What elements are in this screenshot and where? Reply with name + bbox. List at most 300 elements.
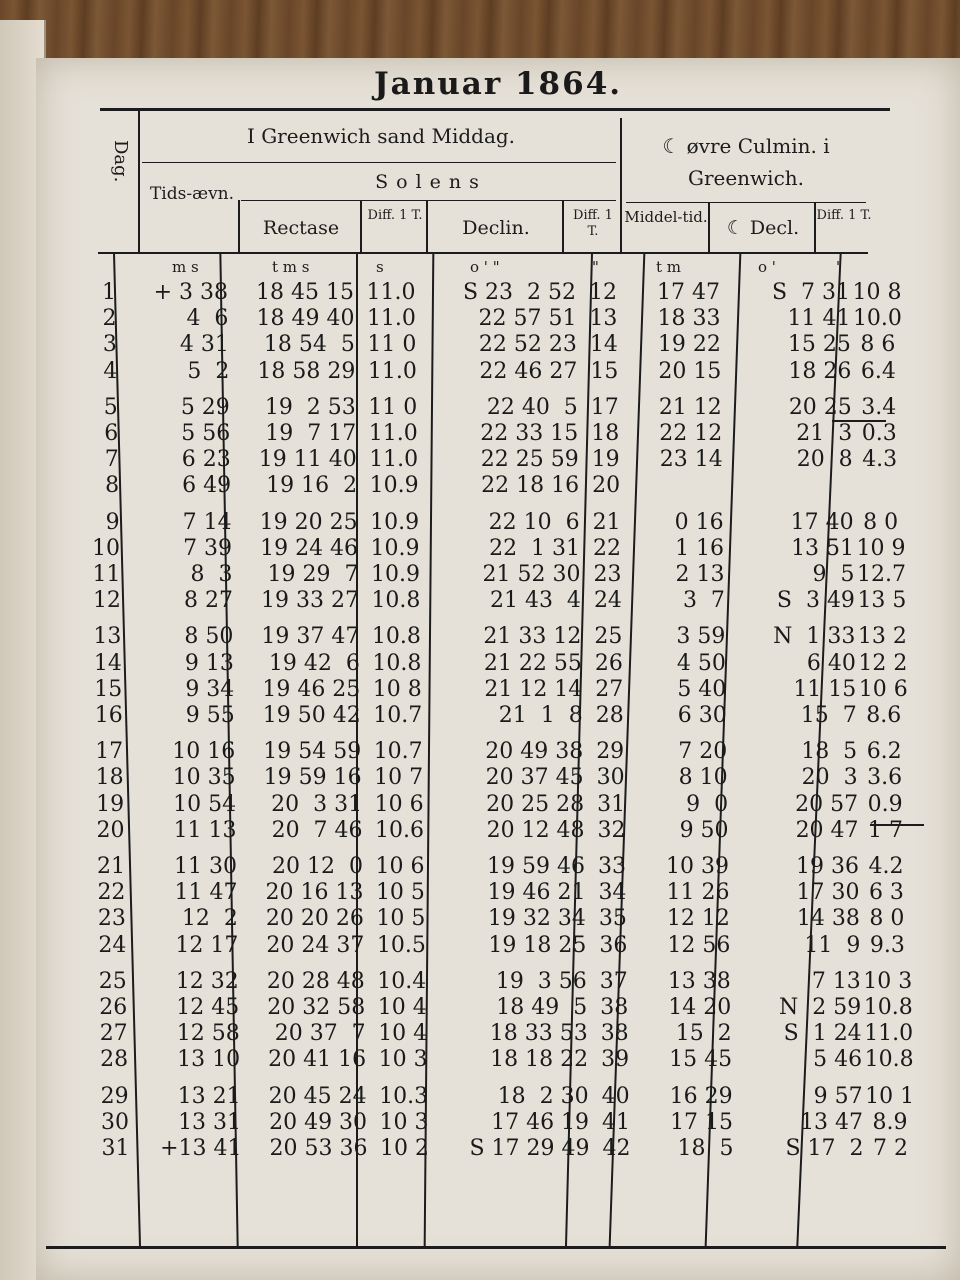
cell-moon-decl: 11 9 [804,932,861,958]
cell-rectase: 20 3 31 [271,791,363,817]
cell-middeltid: 1 16 [675,535,725,561]
unit-rect: t m s [272,258,310,276]
cell-middeltid: 2 13 [675,562,725,587]
cell-day: 20 [96,817,125,843]
cell-diff2: 20 [592,473,621,499]
cell-day: 18 [95,765,124,791]
cell-middeltid: 3 7 [682,588,725,614]
cell-moon-decl: 13 51 [791,535,855,561]
cell-diff2: 18 [591,421,620,446]
cell-day: 1 [102,280,116,305]
cell-declin: 18 49 5 [496,995,588,1020]
unit-mdecl: o ' [758,258,776,276]
header-day: Dag. [110,140,131,183]
cell-moon-decl: 20 57 [795,791,859,817]
cell-moon-decl: S 7 31 [771,280,850,305]
cell-rectase: 20 7 46 [271,817,363,843]
cell-declin: 22 40 5 [486,394,578,420]
cell-diff1: 10 6 [374,791,424,817]
cell-diff2: 22 [593,535,622,561]
table-bottom-rule [46,1246,946,1249]
cell-middeltid: 9 0 [686,791,729,817]
cell-diff3: 1 7 [868,817,904,843]
cell-declin: 22 52 23 [478,332,577,358]
col-line-moon-h [620,118,622,253]
cell-rectase: 20 20 26 [265,906,364,932]
header-declin: Declin. [462,217,530,239]
cell-day: 4 [103,358,118,384]
cell-declin: 21 33 12 [483,624,582,650]
cell-tidsevn: 5 29 [180,394,230,420]
cell-diff3: 8 0 [869,906,905,932]
cell-declin: 22 57 51 [478,306,577,332]
cell-declin: 21 22 55 [483,650,582,676]
cell-day: 19 [96,791,125,817]
cell-tidsevn: 8 50 [184,624,234,650]
cell-rectase: 19 46 25 [262,676,361,702]
cell-diff1: 10.8 [371,588,421,614]
cell-tidsevn: 7 14 [182,509,232,535]
cell-moon-decl: 18 26 [788,358,852,384]
cell-diff2: 17 [590,394,619,420]
cell-middeltid: 15 45 [669,1047,733,1073]
cell-declin: 21 1 8 [498,703,583,728]
cell-tidsevn: 6 49 [182,473,232,499]
cell-day: 21 [97,854,125,879]
cell-middeltid: 14 20 [668,995,732,1020]
cell-diff2: 19 [591,447,620,473]
cell-rectase: 20 12 0 [272,854,363,879]
cell-diff3: 13 2 [857,624,907,650]
header-moon-decl: ☾ Decl. [726,217,800,239]
header-bottom-rule [98,252,868,254]
cell-tidsevn: 12 45 [176,995,240,1020]
unit-diff2: " [592,258,599,276]
cell-declin: 18 33 53 [489,1021,588,1047]
unit-diff3: ' [836,258,841,276]
cell-day: 31 [101,1136,130,1161]
cell-diff2: 31 [597,791,626,817]
cell-diff2: 27 [595,676,624,702]
cell-tidsevn: 11 47 [174,880,238,906]
cell-tidsevn: 12 2 [181,906,238,932]
cell-day: 27 [99,1021,128,1047]
cell-rectase: 19 42 6 [268,650,360,676]
cell-day: 10 [92,535,121,561]
header-solens: Solens [375,171,487,193]
cell-day: 6 [104,421,119,446]
cell-moon-decl: 15 25 [787,332,851,358]
cell-day: 13 [93,624,122,650]
cell-rectase: 18 54 5 [263,332,355,358]
cell-middeltid: 13 38 [667,968,731,994]
cell-middeltid: 17 15 [670,1109,734,1135]
cell-moon-decl: S 3 49 [776,588,855,614]
cell-diff3: 10 9 [856,535,906,561]
cell-rectase: 20 37 7 [274,1021,366,1047]
cell-tidsevn: 12 17 [175,932,239,958]
cell-declin: 22 33 15 [480,421,579,446]
cell-day: 3 [102,332,117,358]
cell-moon-decl: N 1 33 [773,624,856,650]
cell-declin: 20 12 48 [486,817,585,843]
cell-diff3: 10 1 [865,1083,915,1109]
cell-middeltid: 0 16 [674,509,724,535]
cell-declin: 17 46 19 [491,1109,590,1135]
cell-diff2: 21 [592,509,621,535]
cell-rectase: 20 16 13 [265,880,364,906]
cell-declin: 19 59 46 [487,854,585,879]
col-line-d1-h [426,200,428,253]
cell-declin: 20 37 45 [485,765,584,791]
cell-day: 17 [95,739,124,765]
cell-tidsevn: 13 10 [177,1047,241,1073]
cell-diff1: 10.4 [377,968,427,994]
cell-middeltid: 12 56 [667,932,731,958]
cell-diff1: 10.5 [376,932,426,958]
cell-rectase: 19 33 27 [260,588,359,614]
cell-diff3: 3.6 [867,765,903,791]
cell-declin: 22 25 59 [480,447,579,473]
cell-day: 9 [105,509,120,535]
cell-middeltid: 7 20 [678,739,728,765]
cell-diff2: 36 [599,932,628,958]
header-greenwich-group: I Greenwich sand Middag. [246,124,516,148]
cell-diff1: 10 3 [379,1109,429,1135]
header-rectase: Rectase [262,217,340,239]
cell-declin: 21 43 4 [489,588,581,614]
header-middeltid: Middel-tid. [624,208,708,226]
cell-moon-decl: 13 47 [800,1109,864,1135]
cell-day: 22 [97,880,126,906]
cell-day: 7 [104,447,119,473]
cell-moon-decl: 11 41 [787,306,851,332]
cell-diff2: 13 [589,306,618,332]
cell-middeltid: 18 33 [657,306,721,332]
cell-diff1: 10 4 [377,995,427,1020]
cell-moon-decl: 6 40 [806,650,856,676]
cell-diff2: 39 [601,1047,630,1073]
cell-day: 12 [92,588,121,614]
cell-moon-decl: 20 8 [796,447,853,473]
cell-diff2: 38 [600,995,629,1020]
cell-diff3: 9.3 [869,932,905,958]
col-line-tid-h [238,200,240,253]
cell-middeltid: 3 59 [676,624,726,650]
cell-day: 25 [98,968,127,994]
cell-rectase: 19 54 59 [263,739,362,765]
cell-diff1: 11.0 [367,358,417,384]
cell-diff1: 10.6 [375,817,425,843]
cell-diff3: 6.2 [866,739,902,765]
cell-moon-decl: 20 25 [788,394,852,420]
col-line-mt-h [708,202,710,253]
cell-tidsevn: 4 31 [179,332,229,358]
cell-middeltid: 5 40 [677,676,727,702]
cell-middeltid: 6 30 [677,703,727,728]
cell-tidsevn: + 3 38 [153,280,228,305]
cell-rectase: 19 29 7 [267,562,359,587]
header-diff1: Diff. 1 T. [367,208,423,223]
cell-tidsevn: 9 34 [185,676,235,702]
cell-day: 11 [92,562,121,587]
cell-rectase: 19 59 16 [263,765,362,791]
cell-middeltid: 23 14 [659,447,723,473]
cell-diff1: 10.7 [373,739,423,765]
cell-tidsevn: 7 39 [183,535,233,561]
cell-rectase: 18 58 29 [257,358,356,384]
cell-diff3: 3.4 [861,394,897,420]
cell-diff3: 11.0 [864,1021,914,1047]
cell-diff1: 11.0 [368,421,418,446]
cell-moon-decl: S 17 2 [785,1136,864,1161]
cell-diff1: 10.3 [379,1083,429,1109]
cell-day: 16 [94,703,123,728]
cell-moon-decl: 21 3 [796,421,853,446]
cell-diff1: 10.9 [371,562,420,587]
cell-rectase: 20 28 48 [266,968,365,994]
cell-day: 23 [97,906,126,932]
cell-rectase: 19 37 47 [261,624,360,650]
solens-top-rule [142,162,616,163]
cell-moon-decl: S 1 24 [783,1021,862,1047]
cell-day: 5 [103,394,118,420]
cell-moon-decl: 17 40 [790,509,854,535]
cell-tidsevn: 5 2 [187,358,230,384]
cell-moon-decl: 17 30 [796,880,860,906]
cell-diff3: 8.6 [866,703,902,728]
cell-diff1: 11.0 [366,280,416,305]
cell-diff2: 24 [593,588,622,614]
cell-diff3: 10 8 [852,280,902,305]
cell-declin: 19 46 21 [487,880,586,906]
col-line-rect-h [360,200,362,253]
cell-middeltid: 18 5 [677,1136,734,1161]
cell-declin: 21 52 30 [482,562,581,587]
header-diff3: Diff. 1 T. [816,208,872,223]
cell-rectase: 19 50 42 [262,703,361,728]
cell-rectase: 20 32 58 [267,995,366,1020]
cell-diff3: 0.3 [861,421,897,446]
almanac-page [36,58,960,1280]
cell-diff2: 25 [594,624,623,650]
header-moon-group: ☾ øvre Culmin. i Greenwich. [662,134,830,190]
cell-tidsevn: 6 23 [181,447,231,473]
cell-diff2: 28 [595,703,624,728]
cell-moon-decl: 20 47 [795,817,859,843]
table-top-rule [100,108,890,111]
header-tidsevn: Tids-ævn. [149,184,235,204]
cell-diff2: 30 [596,765,625,791]
cell-day: 29 [100,1083,129,1109]
page-title: Januar 1864. [373,66,623,102]
cell-day: 8 [105,473,120,499]
cell-rectase: 18 49 40 [256,306,355,332]
cell-diff2: 33 [598,854,626,879]
cell-moon-decl: 5 46 [813,1047,863,1073]
cell-diff3: 10.8 [864,1047,914,1073]
cell-rectase: 20 49 30 [269,1109,368,1135]
cell-diff1: 10.9 [370,535,420,561]
cell-declin: 19 32 34 [487,906,586,932]
cell-diff3: 12 2 [858,650,908,676]
cell-rectase: 20 41 16 [268,1047,367,1073]
cell-diff2: 15 [590,358,619,384]
cell-middeltid: 22 12 [659,421,723,446]
cell-day: 26 [99,995,128,1020]
cell-declin: 22 1 31 [489,535,581,561]
cell-diff3: 6.4 [860,358,896,384]
cell-diff1: 11 0 [367,332,417,358]
cell-diff1: 10.8 [371,624,421,650]
cell-rectase: 20 24 37 [266,932,365,958]
cell-declin: 20 25 28 [486,791,585,817]
cell-declin: 22 18 16 [481,473,580,499]
cell-diff1: 10.9 [369,473,419,499]
cell-declin: 19 3 56 [495,968,587,994]
cell-moon-decl: 11 15 [793,676,857,702]
cell-diff1: 10 5 [375,880,425,906]
cell-rectase: 19 16 2 [266,473,358,499]
cell-moon-decl: 19 36 [796,854,859,879]
cell-moon-decl: 9 5 [812,562,855,587]
cell-middeltid: 8 10 [678,765,728,791]
cell-moon-decl: 20 3 [801,765,858,791]
cell-day: 2 [102,306,117,332]
cell-diff2: 37 [599,968,628,994]
cell-declin: 21 12 14 [484,676,583,702]
cell-moon-decl: 9 57 [813,1083,863,1109]
cell-diff3: 13 5 [857,588,907,614]
cell-diff1: 11.0 [366,306,416,332]
cell-diff1: 11 0 [368,394,418,420]
cell-diff1: 10 6 [375,854,425,879]
cell-diff2: 40 [601,1083,630,1109]
cell-middeltid: 11 26 [666,880,730,906]
cell-diff3: 12.7 [857,562,906,587]
cell-diff1: 10 8 [372,676,422,702]
cell-declin: 18 2 30 [497,1083,589,1109]
cell-diff1: 10 3 [378,1047,428,1073]
moon-group-rule [626,202,866,203]
cell-tidsevn: 9 13 [184,650,234,676]
cell-diff2: 23 [593,562,622,587]
cell-tidsevn: 8 3 [190,562,233,587]
unit-decl: o ' " [470,258,500,276]
cell-tidsevn: 10 35 [172,765,236,791]
cell-diff3: 10 3 [863,968,913,994]
cell-tidsevn: 12 32 [175,968,239,994]
cell-diff3: 6 3 [868,880,904,906]
cell-tidsevn: 10 16 [172,739,236,765]
cell-tidsevn: 9 55 [185,703,235,728]
unit-diff1: s [376,258,384,276]
cell-rectase: 20 45 24 [268,1083,367,1109]
cell-middeltid: 19 22 [657,332,721,358]
cell-diff1: 10 7 [374,765,424,791]
col-line-decl-h [562,200,564,253]
cell-day: 24 [98,932,127,958]
cell-tidsevn: 5 56 [181,421,231,446]
cell-diff2: 32 [597,817,626,843]
cell-rectase: 19 2 53 [264,394,356,420]
cell-diff1: 10 5 [376,906,426,932]
cell-moon-decl: 7 13 [811,968,861,994]
cell-diff3: 0.9 [867,791,903,817]
cell-declin: 22 46 27 [479,358,578,384]
cell-diff2: 38 [600,1021,629,1047]
cell-diff3: 8.9 [872,1109,908,1135]
unit-tid: m s [172,258,199,276]
cell-diff1: 10.9 [370,509,420,535]
cell-diff3: 10 6 [858,676,908,702]
cell-tidsevn: 13 21 [177,1083,241,1109]
cell-middeltid: 9 50 [679,817,729,843]
cell-tidsevn: 8 27 [183,588,233,614]
cell-declin: 20 49 38 [485,739,584,765]
cell-diff1: 10.7 [373,703,423,728]
cell-middeltid: 10 39 [666,854,729,879]
cell-tidsevn: 12 58 [176,1021,240,1047]
cell-diff2: 42 [602,1136,631,1161]
cell-diff1: 11.0 [369,447,419,473]
cell-diff3: 4.2 [868,854,904,879]
cell-diff1: 10.8 [372,650,422,676]
cell-diff1: 10 2 [380,1136,429,1161]
unit-middel: t m [656,258,682,276]
cell-diff3: 8 0 [863,509,899,535]
cell-diff2: 14 [589,332,618,358]
cell-diff2: 35 [598,906,627,932]
cell-middeltid: 20 15 [658,358,722,384]
cell-declin: 18 18 22 [490,1047,589,1073]
cell-tidsevn: 11 13 [173,817,237,843]
cell-moon-decl: 15 7 [800,703,857,728]
cell-declin: 19 18 25 [488,932,587,958]
cell-declin: S 17 29 49 [469,1136,590,1161]
cell-diff1: 10 4 [378,1021,428,1047]
cell-diff3: 4.3 [862,447,898,473]
col-line-day [138,111,140,253]
cell-middeltid: 4 50 [676,650,726,676]
cell-tidsevn: +13 41 [160,1136,242,1161]
solens-bottom-rule [241,200,616,201]
cell-day: 28 [100,1047,129,1073]
cell-moon-decl: 14 38 [796,906,860,932]
cell-tidsevn: 11 30 [174,854,237,879]
cell-middeltid: 16 29 [669,1083,733,1109]
cell-moon-decl: N 2 59 [779,995,862,1020]
cell-rectase: 20 53 36 [269,1136,368,1161]
cell-diff3: 10.8 [863,995,913,1020]
cell-diff2: 29 [596,739,625,765]
cell-diff3: 10.0 [852,306,902,332]
cell-declin: S 23 2 52 [462,280,576,305]
cell-tidsevn: 10 54 [173,791,237,817]
header-diff2: Diff. 1 T. [573,208,613,239]
cell-middeltid: 12 12 [666,906,730,932]
cell-day: 14 [93,650,122,676]
cell-diff2: 34 [598,880,627,906]
cell-tidsevn: 4 6 [186,306,229,332]
cell-diff3: 8 6 [860,332,896,358]
cell-declin: 22 10 6 [488,509,580,535]
cell-day: 15 [94,676,123,702]
cell-rectase: 18 45 15 [256,280,354,305]
cell-rectase: 19 24 46 [260,535,359,561]
cell-tidsevn: 13 31 [178,1109,242,1135]
cell-rectase: 19 11 40 [258,447,357,473]
